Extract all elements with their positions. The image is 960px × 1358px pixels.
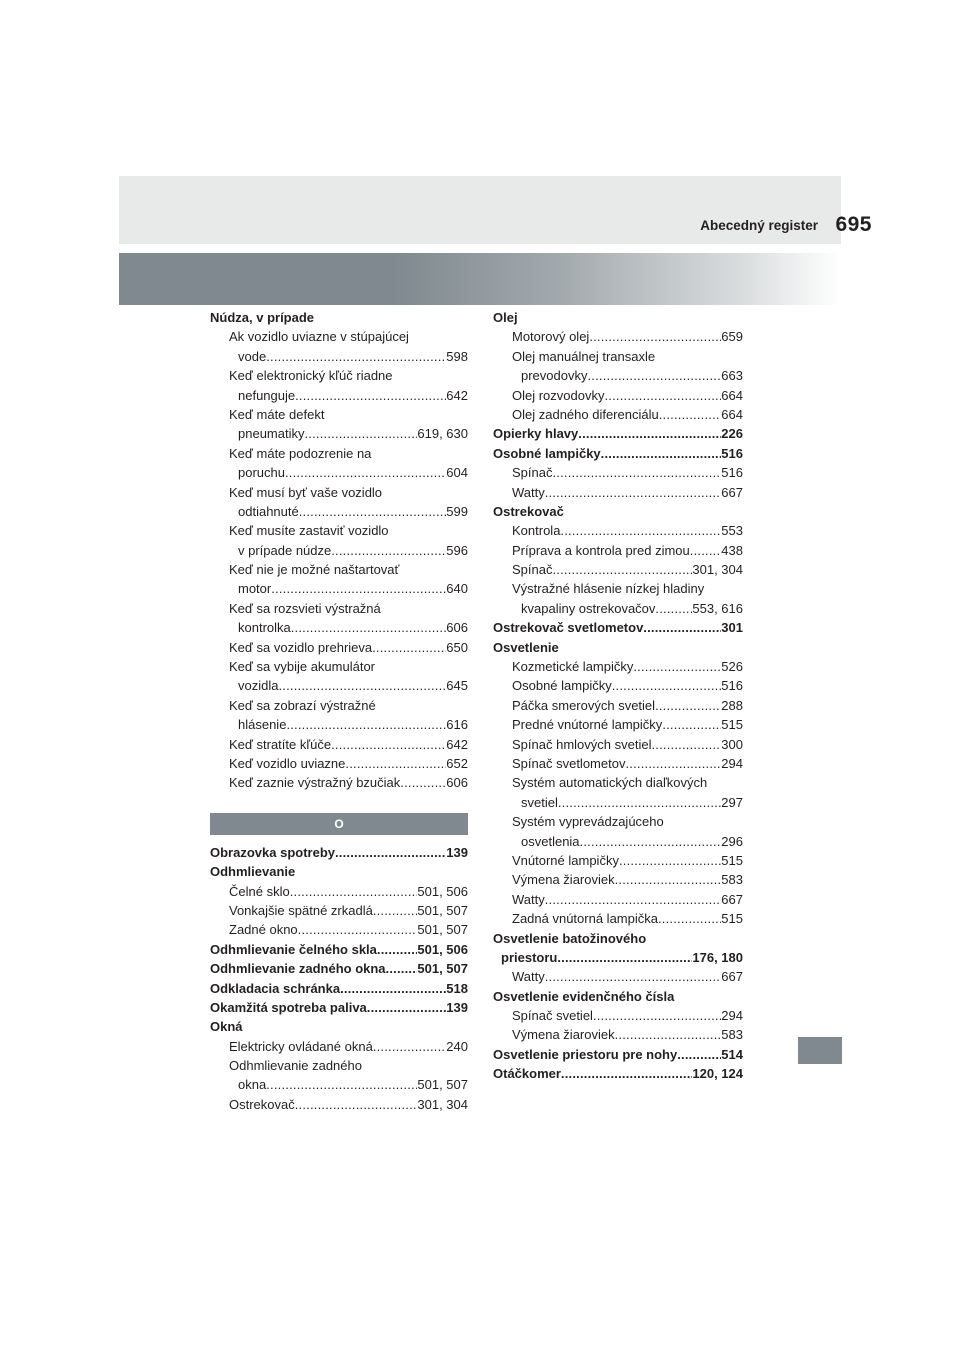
- index-entry: [210, 579, 468, 598]
- leader-dots: [295, 1095, 418, 1114]
- index-entry: [493, 832, 743, 851]
- index-entry-page: 501, 506: [417, 883, 468, 899]
- leader-dots: [655, 599, 692, 618]
- index-entry: [210, 1037, 468, 1056]
- index-entry-text: Čelné sklo: [229, 883, 290, 899]
- index-entry-page: 139: [446, 999, 468, 1015]
- index-entry-text: Osvetlenie evidenčného čísla: [493, 988, 675, 1004]
- index-entry-text: Watty: [512, 891, 545, 907]
- index-entry-page: 501, 506: [417, 941, 468, 957]
- leader-dots: [615, 1025, 722, 1044]
- leader-dots: [266, 1075, 417, 1094]
- leader-dots: [367, 998, 447, 1017]
- index-entry-text: Osvetlenie: [493, 639, 559, 655]
- index-entry: [210, 920, 468, 939]
- index-entry: [210, 696, 468, 715]
- leader-dots: [400, 773, 446, 792]
- index-entry-text: Obrazovka spotreby: [210, 844, 335, 860]
- leader-dots: [552, 463, 721, 482]
- index-entry-page: 526: [721, 659, 743, 675]
- page-number: 695: [835, 213, 872, 236]
- leader-dots: [557, 948, 692, 967]
- index-entry: [493, 793, 743, 812]
- index-entry-page: 583: [721, 1027, 743, 1043]
- index-entry-text: Spínač svetlometov: [512, 755, 626, 771]
- index-entry: [493, 560, 743, 579]
- index-entry: [210, 901, 468, 920]
- index-entry-text: Keď sa zobrazí výstražné: [229, 697, 376, 713]
- index-entry-text: Otáčkomer: [493, 1066, 561, 1082]
- index-entry-page: 596: [446, 542, 468, 558]
- index-entry: [210, 715, 468, 734]
- leader-dots: [373, 1037, 446, 1056]
- index-entry-text: Keď musíte zastaviť vozidlo: [229, 523, 389, 539]
- index-entry: [210, 463, 468, 482]
- leader-dots: [589, 327, 721, 346]
- index-entry-text: Systém vyprevádzajúceho: [512, 814, 664, 830]
- index-entry: [210, 735, 468, 754]
- index-entry: [210, 882, 468, 901]
- leader-dots: [545, 890, 722, 909]
- index-entry-page: 294: [721, 1008, 743, 1024]
- index-entry-page: 514: [721, 1046, 743, 1062]
- leader-dots: [340, 979, 446, 998]
- index-entry: [493, 870, 743, 889]
- index-entry-page: 301, 304: [417, 1096, 468, 1112]
- leader-dots: [677, 1045, 721, 1064]
- index-entry: [210, 424, 468, 443]
- index-entry-page: 301, 304: [692, 562, 743, 578]
- index-entry-text: kvapaliny ostrekovačov: [521, 600, 656, 616]
- header-band: [119, 176, 841, 244]
- index-entry-text: Spínač svetiel: [512, 1008, 593, 1024]
- leader-dots: [612, 676, 722, 695]
- index-entry-text: Keď sa vybije akumulátor: [229, 659, 376, 675]
- index-entry-page: 650: [446, 639, 468, 655]
- index-entry: [493, 463, 743, 482]
- index-column-left: [210, 308, 468, 1114]
- index-entry: [210, 843, 468, 862]
- leader-dots: [615, 870, 722, 889]
- index-entry-page: 515: [721, 911, 743, 927]
- index-entry: [493, 327, 743, 346]
- index-entry: [493, 483, 743, 502]
- index-entry-text: vode: [238, 348, 267, 364]
- index-entry-page: 297: [721, 794, 743, 810]
- index-entry-page: 226: [721, 426, 743, 442]
- index-entry-text: prevodovky: [521, 368, 588, 384]
- index-entry-text: Odhmlievanie čelného skla: [210, 941, 377, 957]
- index-entry: [493, 1025, 743, 1044]
- index-entry: [493, 890, 743, 909]
- index-entry-text: Olej zadného diferenciálu: [512, 406, 659, 422]
- index-entry: [493, 1064, 743, 1083]
- index-entry-page: 583: [721, 872, 743, 888]
- index-entry-page: 663: [721, 368, 743, 384]
- index-entry-text: Ak vozidlo uviazne v stúpajúcej: [229, 329, 409, 345]
- index-entry: [210, 862, 468, 881]
- leader-dots: [633, 657, 721, 676]
- index-entry-page: 300: [721, 736, 743, 752]
- index-entry-text: Ostrekovač: [229, 1096, 295, 1112]
- index-entry: [210, 638, 468, 657]
- index-entry-page: 664: [721, 387, 743, 403]
- index-entry: [210, 1095, 468, 1114]
- leader-dots: [299, 502, 447, 521]
- index-entry: [493, 909, 743, 928]
- index-entry-text: Osobné lampičky: [512, 678, 612, 694]
- index-entry-text: Ostrekovač svetlometov: [493, 620, 644, 636]
- leader-dots: [386, 959, 418, 978]
- index-entry-text: Olej manuálnej transaxle: [512, 348, 656, 364]
- index-entry: [210, 483, 468, 502]
- chapter-tab: [798, 1037, 842, 1064]
- index-entry-text: Zadné okno: [229, 922, 298, 938]
- index-entry-text: osvetlenia: [521, 833, 580, 849]
- leader-dots: [593, 1006, 721, 1025]
- index-entry: [210, 959, 468, 978]
- index-entry: [210, 444, 468, 463]
- index-entry-text: Keď sa rozsvieti výstražná: [229, 600, 381, 616]
- index-entry-text: Spínač: [512, 562, 553, 578]
- leader-dots: [335, 843, 446, 862]
- leader-dots: [295, 386, 446, 405]
- leader-dots: [373, 901, 418, 920]
- index-entry-page: 501, 507: [417, 1077, 468, 1093]
- index-entry-text: Keď máte podozrenie na: [229, 445, 372, 461]
- index-entry: [493, 618, 743, 637]
- index-entry: [210, 998, 468, 1017]
- index-entry-text: Spínač hmlových svetiel: [512, 736, 652, 752]
- index-entry-text: Odkladacia schránka: [210, 980, 341, 996]
- leader-dots: [266, 347, 446, 366]
- index-entry-page: 604: [446, 465, 468, 481]
- leader-dots: [651, 735, 721, 754]
- leader-dots: [625, 754, 721, 773]
- index-entry-text: Odhmlievanie zadného okna: [210, 961, 386, 977]
- index-entry: [210, 676, 468, 695]
- leader-dots: [545, 967, 722, 986]
- leader-dots: [298, 920, 418, 939]
- index-entry: [493, 657, 743, 676]
- index-entry-text: Keď elektronický kľúč riadne: [229, 368, 393, 384]
- index-entry: [493, 424, 743, 443]
- index-entry-page: 619, 630: [417, 426, 468, 442]
- index-entry-page: 438: [721, 542, 743, 558]
- index-entry: [210, 1017, 468, 1036]
- index-entry-text: Kozmetické lampičky: [512, 659, 634, 675]
- leader-dots: [643, 618, 721, 637]
- leader-dots: [545, 483, 722, 502]
- index-entry-text: v prípade núdze: [238, 542, 332, 558]
- leader-dots: [658, 909, 721, 928]
- leader-dots: [278, 676, 446, 695]
- index-entry-text: Opierky hlavy: [493, 426, 579, 442]
- index-entry-text: Výstražné hlásenie nízkej hladiny: [512, 581, 705, 597]
- index-entry-text: Watty: [512, 484, 545, 500]
- index-entry: [210, 618, 468, 637]
- leader-dots: [286, 715, 446, 734]
- index-entry: [493, 1006, 743, 1025]
- index-entry: [493, 579, 743, 598]
- index-entry-text: Osobné lampičky: [493, 445, 601, 461]
- index-entry-text: Elektricky ovládané okná: [229, 1038, 373, 1054]
- index-entry: [493, 715, 743, 734]
- index-entry-text: Keď stratíte kľúče: [229, 736, 332, 752]
- index-column-right: [493, 308, 743, 1084]
- index-entry-text: Predné vnútorné lampičky: [512, 717, 663, 733]
- index-entry: [493, 347, 743, 366]
- index-entry-text: Olej rozvodovky: [512, 387, 605, 403]
- index-entry-text: Okamžitá spotreba paliva: [210, 999, 367, 1015]
- index-entry-page: 501, 507: [417, 961, 468, 977]
- index-entry-text: nefunguje: [238, 387, 296, 403]
- index-entry: [493, 929, 743, 948]
- index-entry: [210, 657, 468, 676]
- index-entry-page: 501, 507: [417, 922, 468, 938]
- index-entry: [210, 754, 468, 773]
- index-entry-page: 640: [446, 581, 468, 597]
- leader-dots: [662, 715, 721, 734]
- index-entry-text: Systém automatických diaľkových: [512, 775, 708, 791]
- leader-dots: [331, 735, 446, 754]
- index-entry: [210, 599, 468, 618]
- leader-dots: [331, 541, 446, 560]
- index-entry-text: priestoru: [501, 949, 558, 965]
- index-entries-o: [210, 843, 468, 1114]
- leader-dots: [655, 696, 721, 715]
- index-entry-text: Keď sa vozidlo prehrieva: [229, 639, 373, 655]
- leader-dots: [587, 366, 721, 385]
- index-entry: [210, 979, 468, 998]
- index-entry: [493, 987, 743, 1006]
- index-entry-page: 516: [721, 678, 743, 694]
- leader-dots: [601, 444, 722, 463]
- index-entry: [493, 541, 743, 560]
- leader-dots: [304, 424, 417, 443]
- leader-dots: [290, 882, 418, 901]
- leader-dots: [619, 851, 721, 870]
- index-entry: [493, 812, 743, 831]
- index-entry-text: Výmena žiaroviek: [512, 872, 615, 888]
- index-entry-text: Spínač: [512, 465, 553, 481]
- index-entry: [493, 599, 743, 618]
- leader-dots: [659, 405, 722, 424]
- index-entry-text: Keď máte defekt: [229, 406, 325, 422]
- index-entry: [210, 308, 468, 327]
- index-entry-page: 515: [721, 717, 743, 733]
- index-entry: [210, 386, 468, 405]
- index-entry-text: poruchu: [238, 465, 285, 481]
- index-entry-text: Príprava a kontrola pred zimou: [512, 542, 690, 558]
- index-entry-page: 301: [721, 620, 743, 636]
- index-entry-text: vozidla: [238, 678, 279, 694]
- index-entry-page: 176, 180: [692, 949, 743, 965]
- index-entry-text: Keď musí byť vaše vozidlo: [229, 484, 383, 500]
- leader-dots: [580, 832, 722, 851]
- leader-dots: [561, 1064, 692, 1083]
- index-entry-text: Kontrola: [512, 523, 561, 539]
- index-entry-text: Zadná vnútorná lampička: [512, 911, 658, 927]
- index-entry: [210, 940, 468, 959]
- decorative-gradient-bar: [119, 253, 841, 305]
- index-entry-text: Výmena žiaroviek: [512, 1027, 615, 1043]
- index-entry-text: Keď nie je možné naštartovať: [229, 562, 400, 578]
- index-entry-page: 515: [721, 852, 743, 868]
- index-entry: [493, 444, 743, 463]
- index-entry-text: Vnútorné lampičky: [512, 852, 619, 868]
- index-entry-text: Núdza, v prípade: [210, 310, 315, 325]
- index-entry: [493, 1045, 743, 1064]
- index-entry-page: 642: [446, 387, 468, 403]
- index-entry: [210, 502, 468, 521]
- leader-dots: [285, 463, 446, 482]
- index-entry-text: odtiahnuté: [238, 503, 299, 519]
- index-entry-page: 667: [721, 484, 743, 500]
- index-entry: [493, 754, 743, 773]
- index-entry-text: Ostrekovač: [493, 503, 564, 519]
- leader-dots: [291, 618, 447, 637]
- index-entry-text: Osvetlenie priestoru pre nohy: [493, 1046, 678, 1062]
- leader-dots: [552, 560, 692, 579]
- index-entry-page: 664: [721, 406, 743, 422]
- section-title: Abecedný register: [700, 218, 818, 233]
- index-entry: [210, 560, 468, 579]
- index-entry: [493, 405, 743, 424]
- index-entry-text: Motorový olej: [512, 329, 590, 345]
- leader-dots: [560, 521, 721, 540]
- index-entry: [493, 366, 743, 385]
- leader-dots: [372, 638, 446, 657]
- index-entry: [210, 347, 468, 366]
- index-entry: [210, 541, 468, 560]
- index-entry: [493, 773, 743, 792]
- leader-dots: [690, 541, 722, 560]
- index-entry-page: 288: [721, 697, 743, 713]
- index-entry-page: 139: [446, 844, 468, 860]
- index-entry-text: Vonkajšie spätné zrkadlá: [229, 902, 373, 918]
- index-entry: [210, 327, 468, 346]
- index-entry-page: 659: [721, 329, 743, 345]
- index-entry: [210, 405, 468, 424]
- index-entries-n: [210, 308, 468, 793]
- index-entry-page: 598: [446, 348, 468, 364]
- index-entry: [493, 502, 743, 521]
- index-entry-page: 553: [721, 523, 743, 539]
- index-entry-page: 120, 124: [692, 1066, 743, 1082]
- index-entry-text: Osvetlenie batožinového: [493, 930, 647, 946]
- index-entry: [493, 696, 743, 715]
- index-entry-text: pneumatiky: [238, 426, 305, 442]
- index-entry: [493, 386, 743, 405]
- index-entry-page: 652: [446, 755, 468, 771]
- index-entry-text: Okná: [210, 1019, 243, 1035]
- index-entry-page: 616: [446, 717, 468, 733]
- index-entry-page: 599: [446, 503, 468, 519]
- index-entries-o-continued: [493, 308, 743, 1084]
- index-entry-page: 296: [721, 833, 743, 849]
- index-entry-text: Páčka smerových svetiel: [512, 697, 656, 713]
- index-entry: [210, 521, 468, 540]
- index-entry-page: 294: [721, 755, 743, 771]
- index-entry-text: kontrolka: [238, 620, 291, 636]
- leader-dots: [345, 754, 446, 773]
- leader-dots: [604, 386, 721, 405]
- index-entry-text: Keď zaznie výstražný bzučiak: [229, 775, 401, 791]
- index-entry: [493, 967, 743, 986]
- index-entry: [493, 638, 743, 657]
- index-entry-page: 667: [721, 969, 743, 985]
- index-entry-page: 645: [446, 678, 468, 694]
- index-entry: [210, 366, 468, 385]
- index-entry-text: hlásenie: [238, 717, 287, 733]
- index-entry: [493, 308, 743, 327]
- index-entry-text: okna: [238, 1077, 267, 1093]
- index-entry: [493, 735, 743, 754]
- index-entry-page: 606: [446, 620, 468, 636]
- index-entry-page: 516: [721, 465, 743, 481]
- index-entry: [210, 773, 468, 792]
- index-entry: [493, 521, 743, 540]
- index-entry-text: Odhmlievanie: [210, 864, 296, 880]
- index-entry-text: Odhmlievanie zadného: [229, 1058, 362, 1074]
- leader-dots: [578, 424, 721, 443]
- index-entry: [210, 1056, 468, 1075]
- index-entry-text: svetiel: [521, 794, 558, 810]
- leader-dots: [558, 793, 721, 812]
- index-entry-text: Keď vozidlo uviazne: [229, 755, 346, 771]
- index-entry-page: 516: [721, 445, 743, 461]
- index-entry-page: 606: [446, 775, 468, 791]
- index-entry-page: 518: [446, 980, 468, 996]
- index-entry-page: 667: [721, 891, 743, 907]
- index-entry: [210, 1075, 468, 1094]
- index-entry-text: motor: [238, 581, 272, 597]
- index-entry: [493, 948, 743, 967]
- index-entry-page: 501, 507: [417, 902, 468, 918]
- index-entry: [493, 676, 743, 695]
- index-entry-text: Watty: [512, 969, 545, 985]
- index-entry-page: 240: [446, 1038, 468, 1054]
- index-entry-page: 553, 616: [692, 600, 743, 616]
- index-entry: [493, 851, 743, 870]
- index-entry-text: Olej: [493, 310, 518, 325]
- index-entry-page: 642: [446, 736, 468, 752]
- section-letter-bar: O: [210, 813, 468, 835]
- leader-dots: [377, 940, 417, 959]
- leader-dots: [271, 579, 446, 598]
